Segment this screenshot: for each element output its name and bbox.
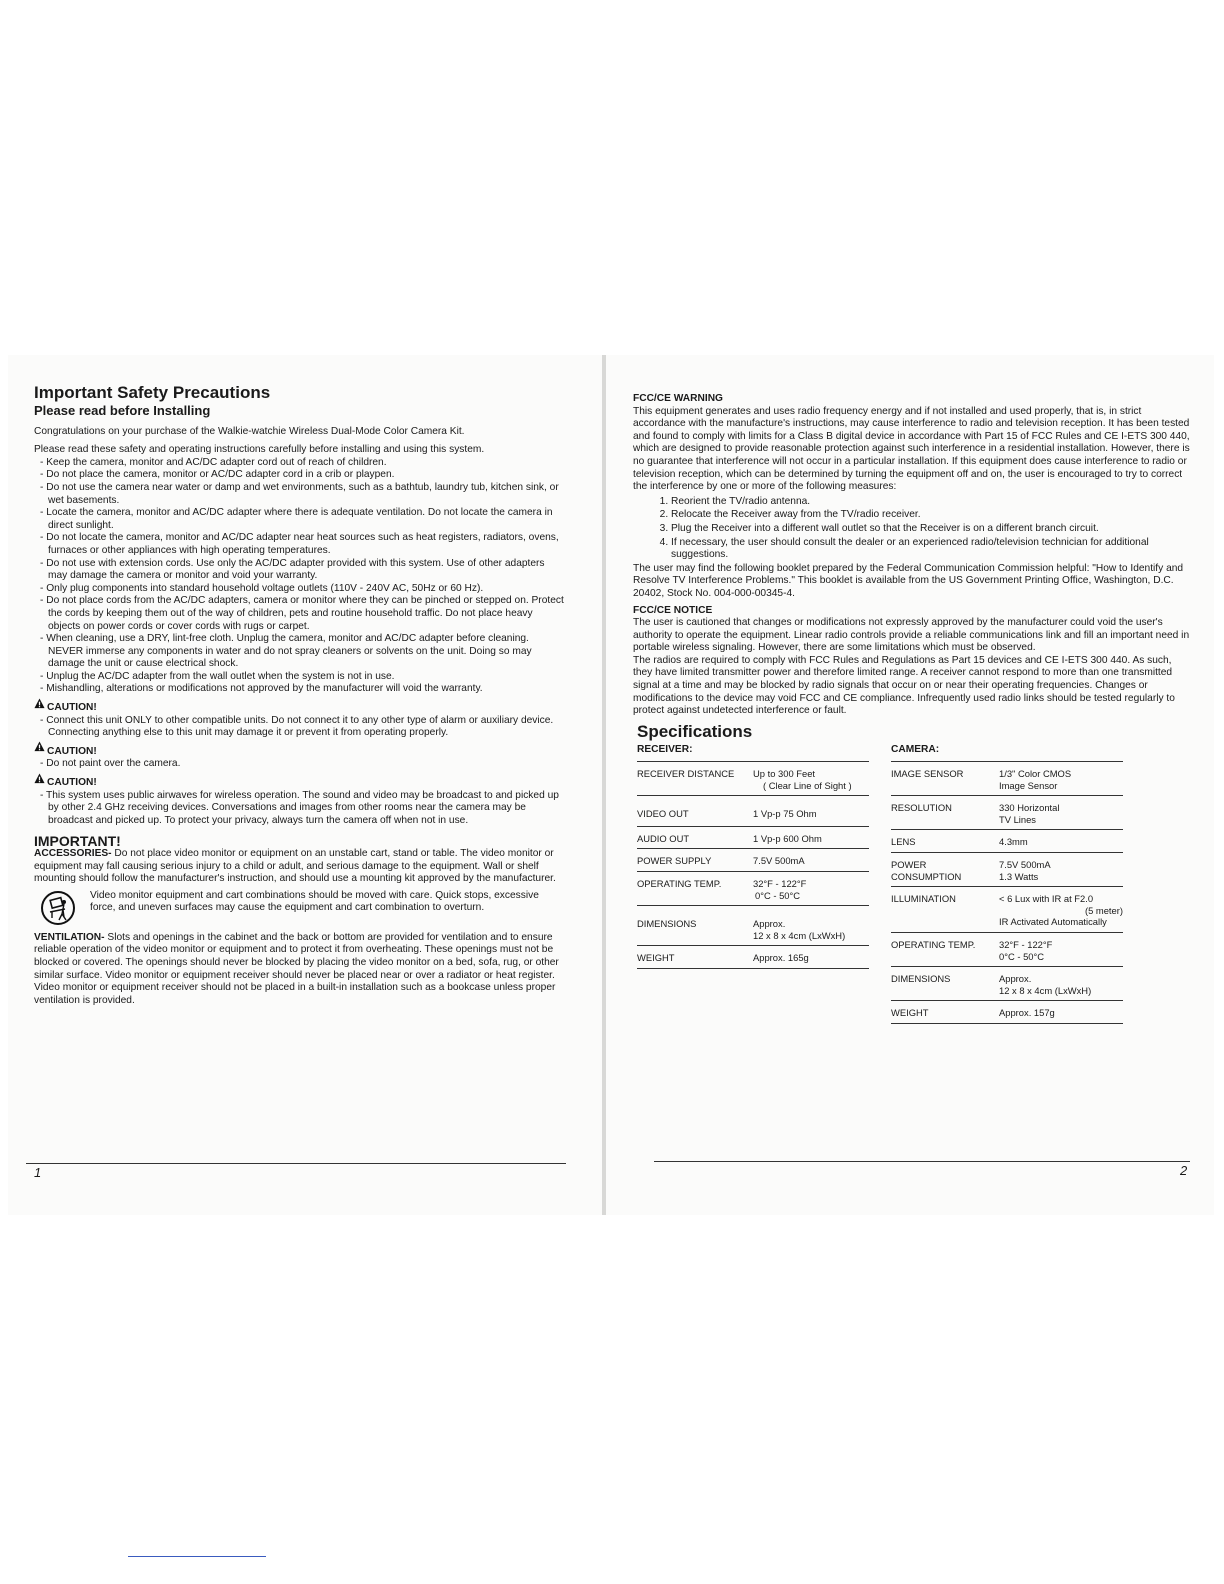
safety-list bbox=[34, 457, 564, 696]
list-item: 3. Plug the Receiver into a different wall outlet so that the Receiver is on a different branch circuit. bbox=[671, 523, 1193, 536]
spec-key: LENS bbox=[891, 836, 916, 848]
table-row bbox=[637, 796, 869, 827]
table-row bbox=[891, 830, 1123, 853]
caution-block-2 bbox=[34, 746, 564, 771]
accessories-text: Do not place video monitor or equipment on an unstable cart, stand or table. The video monitor or equipment may fall causing serious injury to a child or adult, and serious damage to the equipment. Wall or shelf mounting should follow the manufacturer's instruction, and should use a mounting kit approved by the manufacturer. bbox=[34, 848, 556, 885]
table-row bbox=[637, 762, 869, 796]
spec-key: ILLUMINATION bbox=[891, 893, 956, 905]
scanned-spread bbox=[8, 355, 1214, 1215]
lead-text: Please read these safety and operating instructions carefully before installing and using this system. bbox=[34, 444, 485, 456]
spec-key: DIMENSIONS bbox=[637, 918, 697, 930]
spec-value: 4.3mm bbox=[999, 836, 1028, 848]
receiver-heading: RECEIVER: bbox=[637, 744, 869, 762]
page-title: Important Safety Precautions bbox=[34, 383, 271, 402]
camera-heading: CAMERA: bbox=[891, 744, 1123, 762]
list-item: - Unplug the AC/DC adapter from the wall outlet when the system is not in use. bbox=[40, 670, 395, 682]
camera-specs bbox=[891, 744, 1123, 1024]
page-subtitle: Please read before Installing bbox=[34, 403, 211, 418]
cart-warning-text: Video monitor equipment and cart combinations should be moved with care. Quick stops, excessive force, and uneven surfaces may cause the equipment and cart combination to overturn. bbox=[90, 889, 539, 914]
important-heading: IMPORTANT! bbox=[34, 833, 121, 850]
list-item: - Only plug components into standard household voltage outlets (110V - 240V AC, 50Hz or 60 Hz). bbox=[40, 582, 484, 594]
measures-list bbox=[633, 496, 1193, 562]
list-item: 4. If necessary, the user should consult the dealer or an experienced radio/television technician for additional suggestions. bbox=[671, 537, 1193, 562]
list-item: - Locate the camera, monitor and AC/DC adapter where there is adequate ventilation. Do not locate the camera in direct sunlight. bbox=[40, 507, 553, 531]
caution-block-3 bbox=[34, 777, 564, 827]
spec-value: Approx. 12 x 8 x 4cm (LxWxH) bbox=[999, 973, 1092, 996]
booklet-text: The user may find the following booklet prepared by the Federal Communication Commission helpful: "How to Identify and Resolve TV Interference Problems." This booklet is available from the US Government Printing Office, Washington, D.C. 20402, Stock No. 004-000-00345-4. bbox=[633, 562, 1184, 599]
ventilation-paragraph bbox=[34, 932, 564, 1008]
receiver-specs bbox=[637, 744, 869, 1024]
table-row bbox=[637, 872, 869, 906]
spec-key: DIMENSIONS bbox=[891, 973, 951, 985]
table-row bbox=[637, 945, 869, 969]
spec-value: 32°F - 122°F 0°C - 50°C bbox=[999, 938, 1053, 962]
accessories-paragraph bbox=[34, 848, 564, 886]
footer-rule bbox=[654, 1161, 1190, 1162]
table-row bbox=[891, 853, 1123, 887]
caution-text: - Do not paint over the camera. bbox=[40, 758, 181, 770]
warning-icon bbox=[34, 698, 45, 709]
spec-key: WEIGHT bbox=[637, 952, 675, 964]
caution-label: CAUTION! bbox=[47, 745, 97, 757]
fcc-notice-heading: FCC/CE NOTICE bbox=[633, 604, 713, 616]
spec-key: AUDIO OUT bbox=[637, 832, 690, 844]
spec-key: RESOLUTION bbox=[891, 802, 952, 814]
safety-section bbox=[34, 383, 564, 1013]
caution-label: CAUTION! bbox=[47, 777, 97, 789]
cart-tip-over-icon bbox=[40, 890, 76, 926]
specifications-heading: Specifications bbox=[637, 721, 753, 741]
spec-key: IMAGE SENSOR bbox=[891, 768, 964, 780]
right-page bbox=[606, 355, 1214, 1215]
list-item: - Keep the camera, monitor and AC/DC adapter cord out of reach of children. bbox=[40, 456, 387, 468]
fcc-notice-text: The radios are required to comply with FCC Rules and Regulations as Part 15 devices and CE I-ETS 300 440. As such, they have limited transmitter power and therefore limited range. A receiver cannot respond to more than one transmitted signal at a time and may be blocked by radio signals that occur on or near their operating frequencies. Changes or modifications to the device may void FCC and CE compliance. Infrequently used radio links should be tested regularly to protect against undetected interference or fault. bbox=[633, 654, 1175, 717]
footer-rule bbox=[26, 1163, 566, 1164]
spec-key: OPERATING TEMP. bbox=[891, 938, 976, 950]
spec-value: Approx. 12 x 8 x 4cm (LxWxH) bbox=[753, 918, 846, 941]
warning-icon bbox=[34, 773, 45, 784]
table-row bbox=[637, 849, 869, 872]
spec-value: 330 Horizontal TV Lines bbox=[999, 802, 1060, 825]
list-item: - Do not locate the camera, monitor and AC/DC adapter near heat sources such as heat registers, radiators, ovens, furnaces or other appliances with high operating temperatures. bbox=[40, 532, 559, 556]
page-number: 2 bbox=[1180, 1163, 1188, 1178]
list-item: - When cleaning, use a DRY, lint-free cloth. Unplug the camera, monitor and AC/DC adapter before cleaning. NEVER immerse any components in water and do not spray cleaners or solvents on the unit. Doing so may damage the unit or cause electrical shock. bbox=[40, 633, 532, 670]
ventilation-text: Slots and openings in the cabinet and the back or bottom are provided for ventilation and to ensure reliable operation of the video monitor or equipment and to protect it from overheating. These openings must not be blocked or covered. The openings should never be blocked by placing the video monitor on a bed, sofa, rug, or other similar surface. Video monitor or equipment receiver should never be placed near or over a radiator or heat register. Video monitor or equipment receiver should not be placed in a built-in installation such as a bookcase unless proper ventilation is provided. bbox=[34, 931, 559, 1006]
caution-text: - This system uses public airwaves for wireless operation. The sound and video may be broadcast to and picked up by other 2.4 GHz receiving devices. Conversations and images from other rooms near the camera may be broadcast and picked up. To protect your privacy, always turn the camera off when not in use. bbox=[40, 789, 559, 826]
list-item: - Mishandling, alterations or modifications not approved by the manufacturer will void the warranty. bbox=[40, 683, 483, 695]
table-row bbox=[637, 827, 869, 850]
spec-key: VIDEO OUT bbox=[637, 808, 689, 820]
scan-artifact-line bbox=[128, 1556, 266, 1557]
list-item: - Do not place cords from the AC/DC adapters, camera or monitor where they can be pinched or stepped on. Protect the cords by keeping them out of the way of children, pets and routine household traffic. Do not place heavy objects on power cords or cover cords with rugs or carpet. bbox=[40, 595, 564, 632]
spec-value: Approx. 165g bbox=[753, 952, 809, 964]
intro-text: Congratulations on your purchase of the Walkie-watchie Wireless Dual-Mode Color Camera Kit. bbox=[34, 425, 465, 437]
caution-text: - Connect this unit ONLY to other compatible units. Do not connect it to any other type of alarm or auxiliary device. Connecting anything else to this unit may damage it or prevent it from operating properly. bbox=[40, 714, 554, 739]
table-row bbox=[891, 887, 1123, 933]
fcc-warning-text: This equipment generates and uses radio frequency energy and if not installed and used properly, that is, in strict accordance with the manufacture's instructions, may cause interference to radio and television reception. It has been tested and found to comply with limits for a Class B digital device in accordance with Part 15 of FCC Rules and CE I-ETS 300 440, which are designed to provide reasonable protection against such interference in a residential installation. However, there is no guarantee that interference will not occur in a particular installation. If this equipment does cause interference to radio or television reception, which can be determined by turning the equipment off and on, the user is encouraged to try to correct the interference by one or more of the following measures: bbox=[633, 405, 1190, 493]
table-row bbox=[891, 1001, 1123, 1024]
cart-warning bbox=[40, 890, 564, 926]
table-row bbox=[891, 933, 1123, 967]
list-item: 2. Relocate the Receiver away from the TV/radio receiver. bbox=[671, 509, 1193, 522]
spec-value: Approx. 157g bbox=[999, 1007, 1055, 1019]
spec-value: 1/3" Color CMOS Image Sensor bbox=[999, 768, 1072, 791]
spec-key: POWER CONSUMPTION bbox=[891, 859, 962, 882]
caution-block-1 bbox=[34, 702, 564, 740]
spec-value: Up to 300 Feet ( Clear Line of Sight ) bbox=[753, 768, 852, 791]
spec-key: POWER SUPPLY bbox=[637, 855, 712, 867]
list-item: - Do not place the camera, monitor or AC/DC adapter cord in a crib or playpen. bbox=[40, 469, 395, 481]
left-page bbox=[8, 355, 602, 1215]
warning-icon bbox=[34, 741, 45, 752]
list-item: - Do not use with extension cords. Use only the AC/DC adapter provided with this system. Use of other adapters may damage the camera or monitor and void your warranty. bbox=[40, 557, 545, 582]
spec-value: < 6 Lux with IR at F2.0 (5 meter) IR Activated Automatically bbox=[999, 893, 1123, 928]
spec-key: WEIGHT bbox=[891, 1007, 929, 1019]
spec-value: 7.5V 500mA bbox=[753, 855, 805, 867]
spec-value: 1 Vp-p 600 Ohm bbox=[753, 832, 822, 844]
spec-key: OPERATING TEMP. bbox=[637, 878, 722, 889]
spec-value: 1 Vp-p 75 Ohm bbox=[753, 808, 817, 820]
list-item: 1. Reorient the TV/radio antenna. bbox=[671, 496, 1193, 509]
ventilation-label: VENTILATION- bbox=[34, 931, 105, 943]
list-item: - Do not use the camera near water or damp and wet environments, such as a bathtub, laundry tub, kitchen sink, or wet basements. bbox=[40, 481, 559, 506]
spec-value: 7.5V 500mA 1.3 Watts bbox=[999, 859, 1051, 882]
spec-key: RECEIVER DISTANCE bbox=[637, 768, 735, 780]
table-row bbox=[891, 796, 1123, 830]
table-row bbox=[891, 762, 1123, 796]
page-number: 1 bbox=[34, 1165, 42, 1180]
accessories-label: ACCESSORIES- bbox=[34, 848, 112, 859]
fcc-section bbox=[633, 393, 1193, 1024]
table-row bbox=[891, 967, 1123, 1001]
specifications-table bbox=[637, 744, 1193, 1024]
spec-value: 32°F - 122°F 0°C - 50°C bbox=[753, 878, 807, 901]
caution-label: CAUTION! bbox=[47, 702, 97, 714]
table-row bbox=[637, 906, 869, 945]
fcc-notice-text: The user is cautioned that changes or modifications not expressly approved by the manufacturer could void the user's authority to operate the equipment. Linear radio controls provide a reliable communications link and fill an important need in portable wireless signaling. However, there are some limitations which must be observed. bbox=[633, 617, 1190, 654]
fcc-warning-heading: FCC/CE WARNING bbox=[633, 393, 723, 404]
